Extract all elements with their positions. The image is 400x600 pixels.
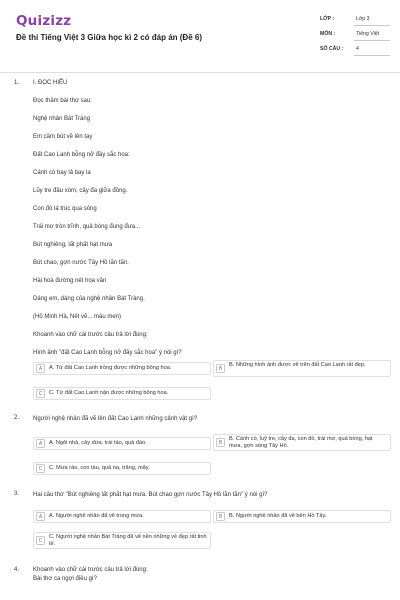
answer-option-b[interactable] — [213, 434, 391, 451]
question-prompt: Hai câu thơ "Bút nghiêng lất phất hạt mưa. Bút chao gợn nước Tây Hồ lăn tăn" ý nói gì? — [33, 492, 268, 498]
poem-line: Bút chao, gợn nước Tây Hồ lăn tăn. — [33, 260, 129, 266]
answer-option-a[interactable] — [33, 510, 211, 523]
option-text: A. Người nghệ nhân đã vẽ trong mưa. — [49, 513, 144, 519]
poem-line: Con đò lá trúc qua sông — [33, 206, 97, 212]
meta-value: Tiếng Việt — [356, 31, 380, 37]
meta-value: 4 — [356, 46, 359, 52]
meta-value: Lớp 3 — [356, 16, 370, 22]
option-letter: C — [36, 389, 45, 398]
meta-label: SỐ CÂU : — [320, 46, 344, 52]
option-letter: A — [36, 364, 45, 373]
option-text: B. Những hình ảnh được vẽ trên đất Cao Lanh rất đẹp. — [229, 361, 366, 368]
option-text: B. Cánh cò, luỹ tre, cây đa, con đò, trái mơ, quả bòng, hạt mưa, gợn sóng Tây Hồ. — [229, 435, 373, 449]
poem-line: Lũy tre đầu xóm, cây đa giữa đồng. — [33, 188, 128, 194]
option-text: B. Người nghệ nhân đã vẽ bên Hồ Tây. — [229, 513, 327, 519]
question-number: 4. — [14, 567, 20, 573]
poem-line: Cánh cò bay lả bay la — [33, 170, 91, 176]
poem-source: (Hồ Minh Hà, Nét vẽ... màu men) — [33, 314, 122, 320]
option-letter: A — [36, 439, 45, 448]
meta-underline — [354, 40, 390, 41]
option-letter: B — [216, 512, 225, 521]
question-prompt: Hình ảnh "đất Cao Lanh bỗng nở đầy sắc hoa" ý nói gì? — [33, 350, 182, 356]
poem-line: Trái mơ tròn trĩnh, quả bòng đung đưa... — [33, 224, 141, 230]
meta-label: LỚP : — [320, 16, 335, 22]
meta-underline — [354, 55, 390, 56]
meta-subject — [320, 28, 390, 42]
answer-option-a[interactable] — [33, 437, 211, 450]
answer-option-c[interactable] — [33, 387, 211, 400]
worksheet-header — [0, 0, 400, 70]
answer-option-c[interactable] — [33, 462, 211, 475]
poem-line: Bút nghiêng, lất phất hạt mưa — [33, 242, 113, 248]
option-letter: A — [36, 512, 45, 521]
option-letter: B — [216, 364, 225, 373]
poem-line: Đất Cao Lanh bỗng nở đầy sắc hoa: — [33, 152, 130, 158]
question-prompt: Khoanh vào chữ cái trước câu trả lời đúng: — [33, 567, 148, 573]
header-divider — [0, 72, 400, 73]
question-number: 2. — [14, 415, 20, 421]
passage-line: Đọc thầm bài thơ sau: — [33, 98, 92, 104]
meta-label: MÔN : — [320, 31, 336, 37]
instruction: Khoanh vào chữ cái trước câu trả lời đúng: — [33, 332, 148, 338]
option-text: C. Mưa rào, con tàu, quả na, trăng, mây. — [49, 465, 150, 471]
question-number: 1. — [14, 80, 20, 86]
poem-line: Hài hoà đường nét hoa văn — [33, 278, 107, 284]
option-text: A. Ngôi nhà, cây dừa, trái táo, quả đào. — [49, 440, 147, 446]
option-text: C. Từ đất Cao Lanh nặn được những bông hoa. — [49, 390, 169, 396]
poem-line: Em cầm bút vẽ lên tay — [33, 134, 93, 140]
question-prompt: Người nghệ nhân đã vẽ lên đất Cao Lanh những cảnh vật gì? — [33, 416, 198, 422]
page-title: Đề thi Tiếng Việt 3 Giữa học kì 2 có đáp án (Đề 6) — [16, 33, 202, 42]
answer-option-a[interactable] — [33, 362, 211, 375]
option-text: C. Người nghệ nhân Bát Tràng đã vẽ nên những vẻ đẹp rất tinh tế. — [49, 533, 207, 547]
answer-option-b[interactable] — [213, 360, 391, 377]
meta-grade — [320, 13, 390, 27]
poem-title: Nghệ nhân Bát Tràng — [33, 116, 91, 122]
option-text: A. Từ đất Cao Lanh trồng được những bông hoa. — [49, 365, 172, 371]
meta-underline — [354, 25, 390, 26]
meta-question-count — [320, 43, 390, 57]
section-title: I. ĐỌC HIỂU — [33, 80, 68, 86]
option-letter: C — [36, 464, 45, 473]
answer-option-c[interactable] — [33, 532, 211, 549]
option-letter: C — [36, 536, 45, 545]
quizizz-logo: Quizizz — [16, 13, 72, 29]
question-number: 3. — [14, 491, 20, 497]
poem-line: Dáng em, dáng của nghệ nhân Bát Tràng. — [33, 296, 145, 302]
question-prompt: Bài thơ ca ngợi điều gì? — [33, 576, 97, 582]
answer-option-b[interactable] — [213, 510, 391, 523]
option-letter: B — [216, 438, 225, 447]
